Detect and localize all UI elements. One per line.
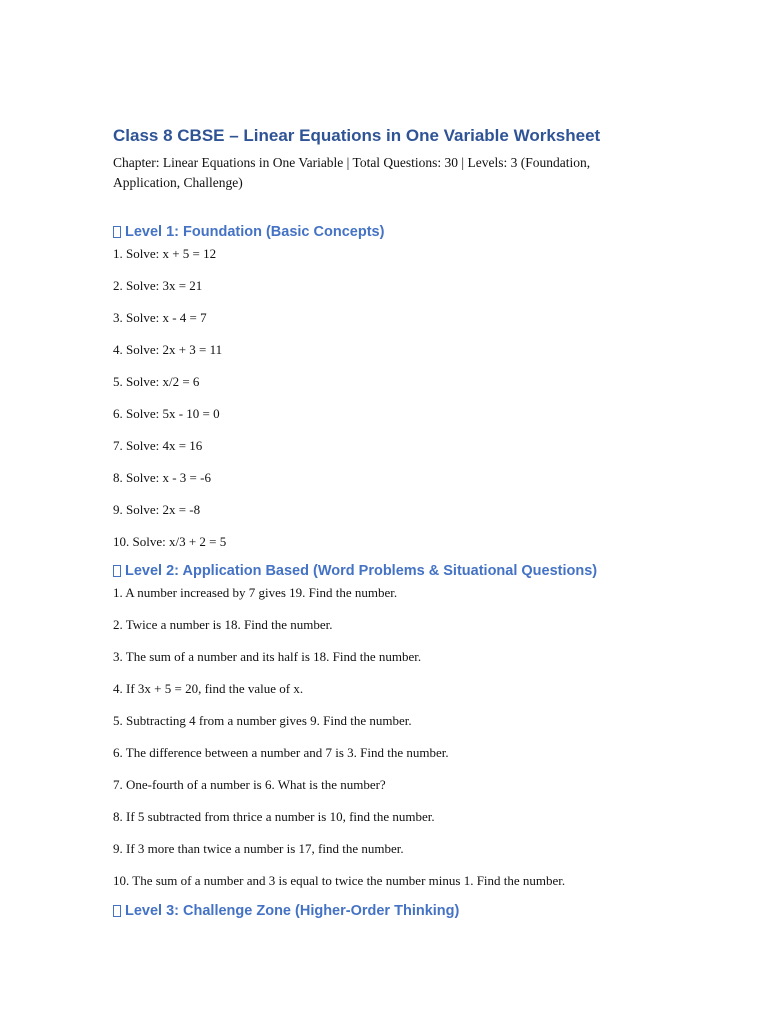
level2-question-9: 9. If 3 more than twice a number is 17, find the number.	[113, 841, 404, 856]
level1-question-6: 6. Solve: 5x - 10 = 0	[113, 406, 220, 421]
level1-question-10: 10. Solve: x/3 + 2 = 5	[113, 534, 227, 549]
level2-question-8: 8. If 5 subtracted from thrice a number is 10, find the number.	[113, 809, 435, 824]
level1-question-7: 7. Solve: 4x = 16	[113, 438, 203, 453]
level1-question-4: 4. Solve: 2x + 3 = 11	[113, 342, 223, 357]
level2-question-1: 1. A number increased by 7 gives 19. Find the number.	[113, 585, 398, 600]
level1-question-8: 8. Solve: x - 3 = -6	[113, 470, 211, 485]
level2-question-3: 3. The sum of a number and its half is 18. Find the number.	[113, 649, 422, 664]
level2-question-7: 7. One-fourth of a number is 6. What is the number?	[113, 777, 386, 792]
level2-question-6: 6. The difference between a number and 7 is 3. Find the number.	[113, 745, 449, 760]
level2-question-10: 10. The sum of a number and 3 is equal to twice the number minus 1. Find the number.	[113, 873, 566, 888]
level-2-question-list	[113, 585, 653, 889]
level1-question-9: 9. Solve: 2x = -8	[113, 502, 201, 517]
level2-question-4: 4. If 3x + 5 = 20, find the value of x.	[113, 681, 304, 696]
missing-glyph-icon	[113, 226, 121, 238]
missing-glyph-icon	[113, 905, 121, 917]
level2-question-2: 2. Twice a number is 18. Find the number.	[113, 617, 333, 632]
level-2-heading	[113, 561, 653, 581]
missing-glyph-icon	[113, 565, 121, 577]
level1-question-2: 2. Solve: 3x = 21	[113, 278, 203, 293]
level1-question-1: 1. Solve: x + 5 = 12	[113, 246, 217, 261]
level-1-heading	[113, 222, 653, 242]
worksheet-title: Class 8 CBSE – Linear Equations in One Variable Worksheet	[113, 126, 601, 145]
level-2-heading-text: Level 2: Application Based (Word Problems & Situational Questions)	[125, 563, 598, 579]
level-3-heading	[113, 901, 653, 921]
level1-question-3: 3. Solve: x - 4 = 7	[113, 310, 207, 325]
level-1-question-list	[113, 246, 653, 550]
level2-question-5: 5. Subtracting 4 from a number gives 9. Find the number.	[113, 713, 412, 728]
worksheet-subtitle: Chapter: Linear Equations in One Variable | Total Questions: 30 | Levels: 3 (Foundation, Application, Challenge)	[113, 155, 591, 190]
level-1-heading-text: Level 1: Foundation (Basic Concepts)	[125, 224, 385, 240]
level1-question-5: 5. Solve: x/2 = 6	[113, 374, 200, 389]
worksheet-content	[113, 124, 653, 921]
level-3-heading-text: Level 3: Challenge Zone (Higher-Order Thinking)	[125, 903, 460, 919]
